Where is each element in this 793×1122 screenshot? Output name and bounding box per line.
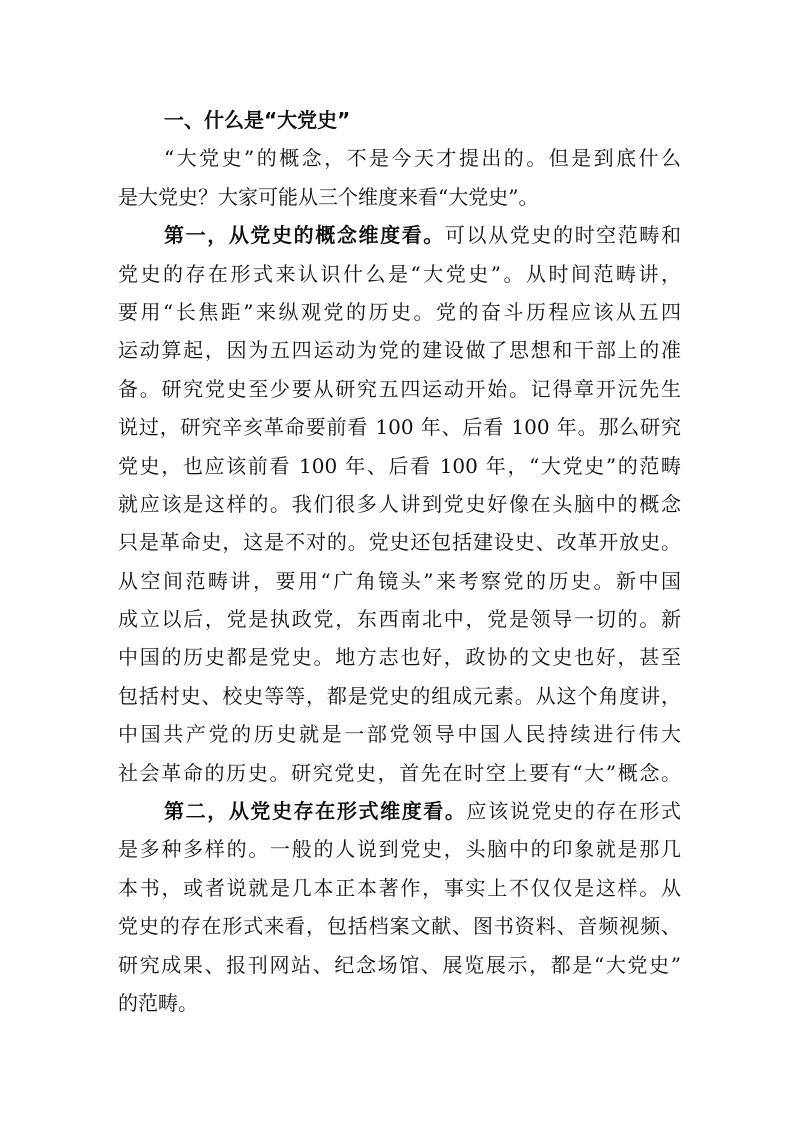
paragraph-line: 从空间范畴讲，要用“广角镜头”来考察党的历史。新中国 xyxy=(118,568,681,593)
paragraph-first-line xyxy=(118,139,681,177)
paragraph-line: 成立以后，党是执政党，东西南北中，党是领导一切的。新 xyxy=(118,607,681,632)
paragraph-first-line xyxy=(118,216,681,254)
paragraph-first-line xyxy=(118,792,681,830)
paragraph-line: 的范畴。 xyxy=(118,990,198,1015)
document-body xyxy=(118,101,681,1022)
paragraph-line: 党史的存在形式来看，包括档案文献、图书资料、音频视频、 xyxy=(118,914,681,939)
paragraph-line: 中国共产党的历史就是一部党领导中国人民持续进行伟大 xyxy=(118,722,681,747)
paragraph-line: 党史的存在形式来认识什么是“大党史”。从时间范畴讲， xyxy=(118,261,681,286)
paragraph-line: 要用“长焦距”来纵观党的历史。党的奋斗历程应该从五四 xyxy=(118,299,681,324)
paragraph-lead: 第一，从党史的概念维度看。 xyxy=(164,223,445,248)
paragraph-line: 是多种多样的。一般的人说到党史，头脑中的印象就是那几 xyxy=(118,837,681,862)
paragraph-line: 研究成果、报刊网站、纪念场馆、展览展示，都是“大党史” xyxy=(118,952,681,977)
paragraph xyxy=(118,792,681,1022)
paragraphs xyxy=(118,139,681,1022)
paragraph-line: 就应该是这样的。我们很多人讲到党史好像在头脑中的概念 xyxy=(118,491,681,516)
paragraph-line: 包括村史、校史等等，都是党史的组成元素。从这个角度讲， xyxy=(118,683,681,708)
paragraph-line: 运动算起，因为五四运动为党的建设做了思想和干部上的准 xyxy=(118,338,681,363)
paragraph xyxy=(118,216,681,792)
paragraph-text: 可以从党史的时空范畴和 xyxy=(444,223,681,248)
paragraph-line: 中国的历史都是党史。地方志也好，政协的文史也好，甚至 xyxy=(118,645,681,670)
paragraph-line: 只是革命史，这是不对的。党史还包括建设史、改革开放史。 xyxy=(118,530,681,555)
paragraph-lead: 第二，从党史存在形式维度看。 xyxy=(164,799,467,824)
paragraph-line: 备。研究党史至少要从研究五四运动开始。记得章开沅先生 xyxy=(118,376,681,401)
paragraph-line: 本书，或者说就是几本正本著作，事实上不仅仅是这样。从 xyxy=(118,875,681,900)
paragraph-line: 社会革命的历史。研究党史，首先在时空上要有“大”概念。 xyxy=(118,760,681,785)
paragraph-text: 应该说党史的存在形式 xyxy=(466,799,681,824)
paragraph xyxy=(118,139,681,216)
paragraph-line: 党史，也应该前看 100 年、后看 100 年，“大党史”的范畴 xyxy=(118,453,681,478)
section-heading: 一、什么是“大党史” xyxy=(164,108,351,132)
paragraph-line: 说过，研究辛亥革命要前看 100 年、后看 100 年。那么研究 xyxy=(118,415,681,440)
paragraph-line: 是大党史？大家可能从三个维度来看“大党史”。 xyxy=(118,184,539,209)
paragraph-text: “大党史”的概念，不是今天才提出的。但是到底什么 xyxy=(164,146,681,171)
